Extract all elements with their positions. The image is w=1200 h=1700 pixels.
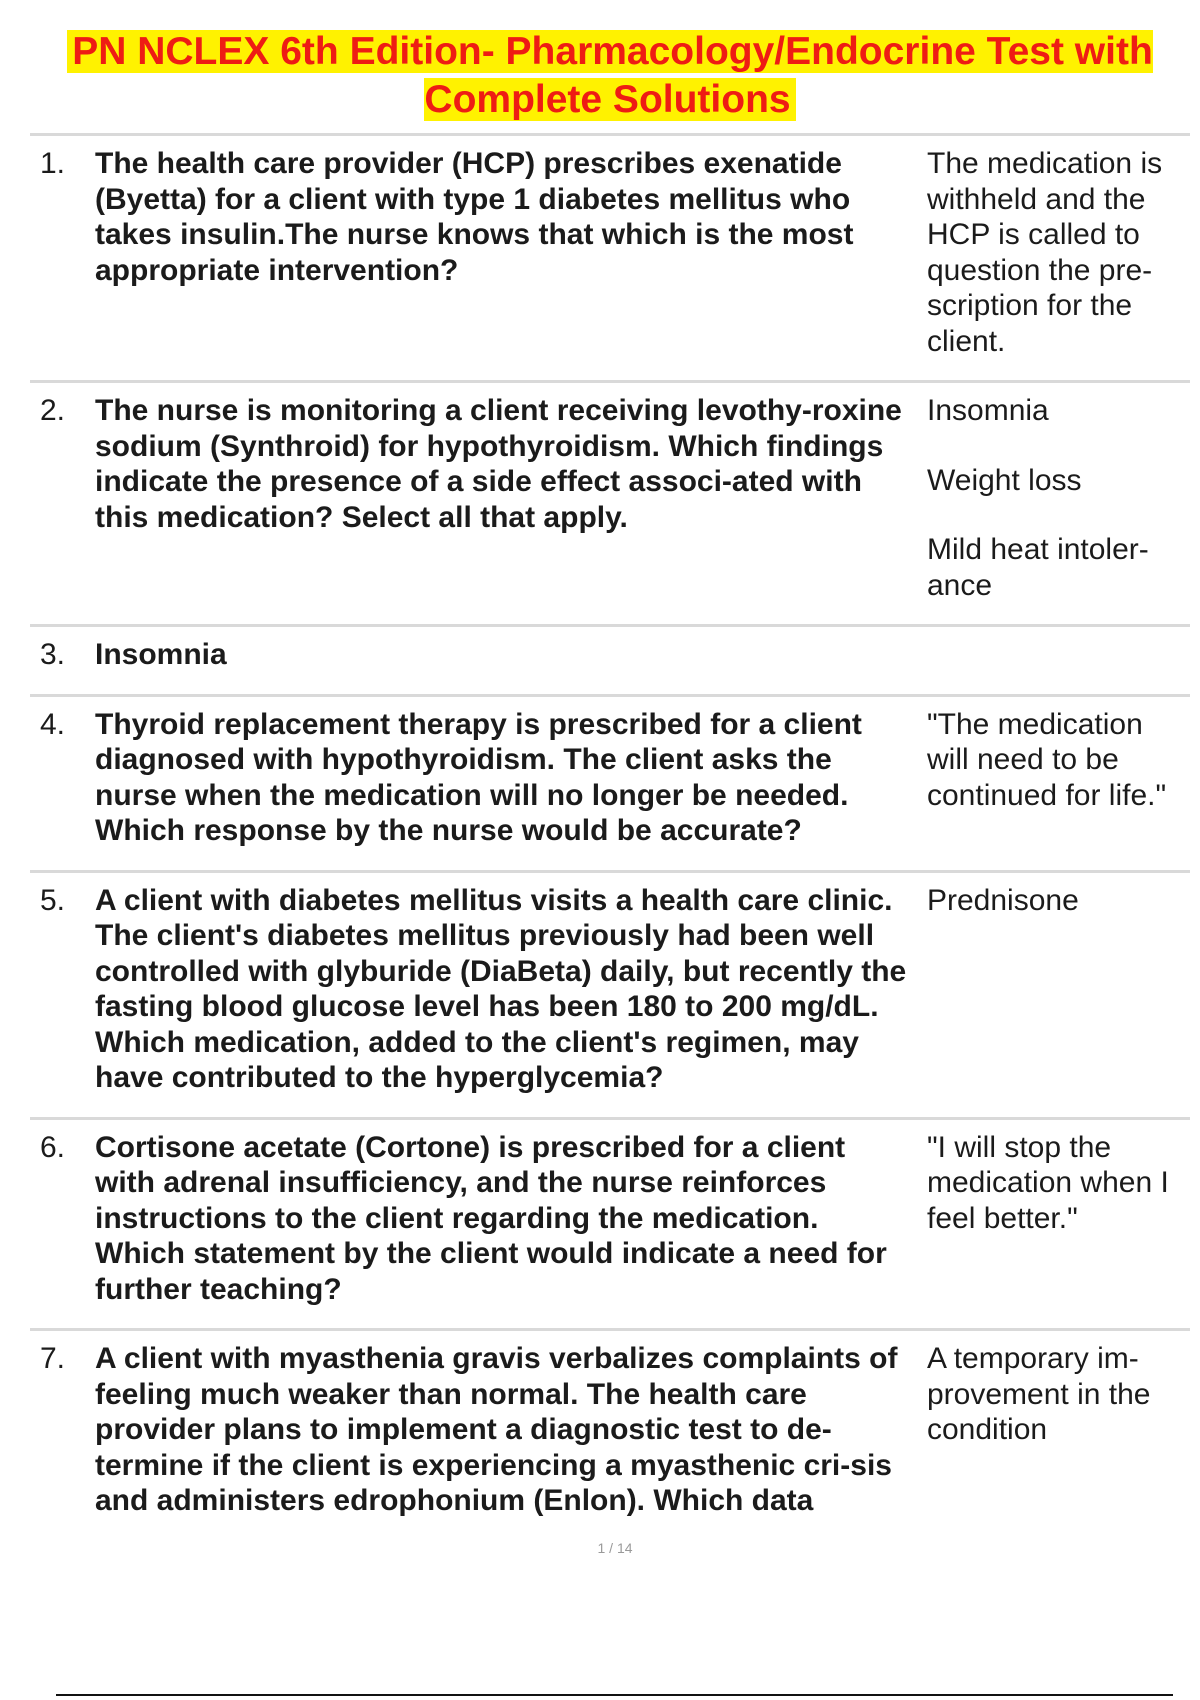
page-title-text: PN NCLEX 6th Edition- Pharmacology/Endocrine Test with Complete Solutions bbox=[67, 30, 1153, 121]
item-question: The nurse is monitoring a client receiving levothy-roxine sodium (Synthroid) for hypothyroidism. Which findings indicate the presence of a side effect associ-ated with this medication? Select all that apply. bbox=[95, 394, 902, 534]
item-number: 4. bbox=[40, 707, 66, 741]
answer-text: Prednisone bbox=[927, 883, 1079, 917]
page-number: 1 / 14 bbox=[597, 1540, 633, 1556]
item-answer bbox=[912, 146, 1190, 359]
qa-item bbox=[30, 694, 1190, 870]
item-number: 6. bbox=[40, 1130, 66, 1164]
qa-item bbox=[30, 870, 1190, 1117]
page-title bbox=[30, 28, 1190, 124]
answer-text: Mild heat intoler-ance bbox=[927, 533, 1149, 602]
item-answer bbox=[912, 637, 1190, 673]
answer-text: A temporary im-provement in the condition bbox=[927, 1342, 1151, 1446]
qa-item bbox=[30, 1328, 1190, 1540]
answer-text: "I will stop the medication when I feel better." bbox=[927, 1130, 1169, 1235]
answer-text: "The medication will need to be continued for life." bbox=[927, 707, 1167, 812]
item-number: 3. bbox=[40, 638, 66, 671]
item-answer bbox=[912, 707, 1190, 849]
item-question: A client with diabetes mellitus visits a health care clinic. The client's diabetes mellitus previously had been well controlled with glyburide (DiaBeta) daily, but recently the fasting blood glucose level has been 180 to 200 mg/dL. Which medication, added to the client's regimen, may have contributed to the hyperglycemia? bbox=[95, 883, 907, 1094]
bottom-divider bbox=[56, 1694, 1173, 1696]
qa-list bbox=[30, 133, 1190, 1540]
qa-item bbox=[30, 380, 1190, 624]
answer-text: The medication is withheld and the HCP is called to question the pre-scription for the client. bbox=[927, 147, 1163, 358]
item-number: 7. bbox=[40, 1342, 66, 1375]
item-number: 2. bbox=[40, 394, 66, 427]
qa-item bbox=[30, 133, 1190, 380]
item-question: The health care provider (HCP) prescribes exenatide (Byetta) for a client with type 1 diabetes mellitus who takes insulin.The nurse knows that which is the most appropriate intervention? bbox=[95, 147, 854, 287]
item-question: Cortisone acetate (Cortone) is prescribed for a client with adrenal insufficiency, and the nurse reinforces instructions to the client regarding the medication. Which statement by the client would indicate a need for further teaching? bbox=[95, 1130, 887, 1306]
item-question: Thyroid replacement therapy is prescribed for a client diagnosed with hypothyroidism. The client asks the nurse when the medication will no longer be needed. Which response by the nurse would be accurate? bbox=[95, 707, 862, 847]
item-question: A client with myasthenia gravis verbalizes complaints of feeling much weaker than normal. The health care provider plans to implement a diagnostic test to de-termine if the client is experiencing a myasthenic cri-sis and administers edrophonium (Enlon). Which data bbox=[95, 1342, 898, 1517]
item-answer bbox=[912, 393, 1190, 603]
item-question: Insomnia bbox=[95, 638, 227, 671]
answer-text: Insomnia bbox=[927, 394, 1049, 427]
item-answer bbox=[912, 1341, 1190, 1519]
item-number: 5. bbox=[40, 883, 66, 917]
qa-item bbox=[30, 624, 1190, 694]
qa-item bbox=[30, 1117, 1190, 1329]
answer-text: Weight loss bbox=[927, 463, 1082, 497]
item-answer bbox=[912, 1130, 1190, 1308]
item-answer bbox=[912, 883, 1190, 1096]
item-number: 1. bbox=[40, 147, 66, 180]
